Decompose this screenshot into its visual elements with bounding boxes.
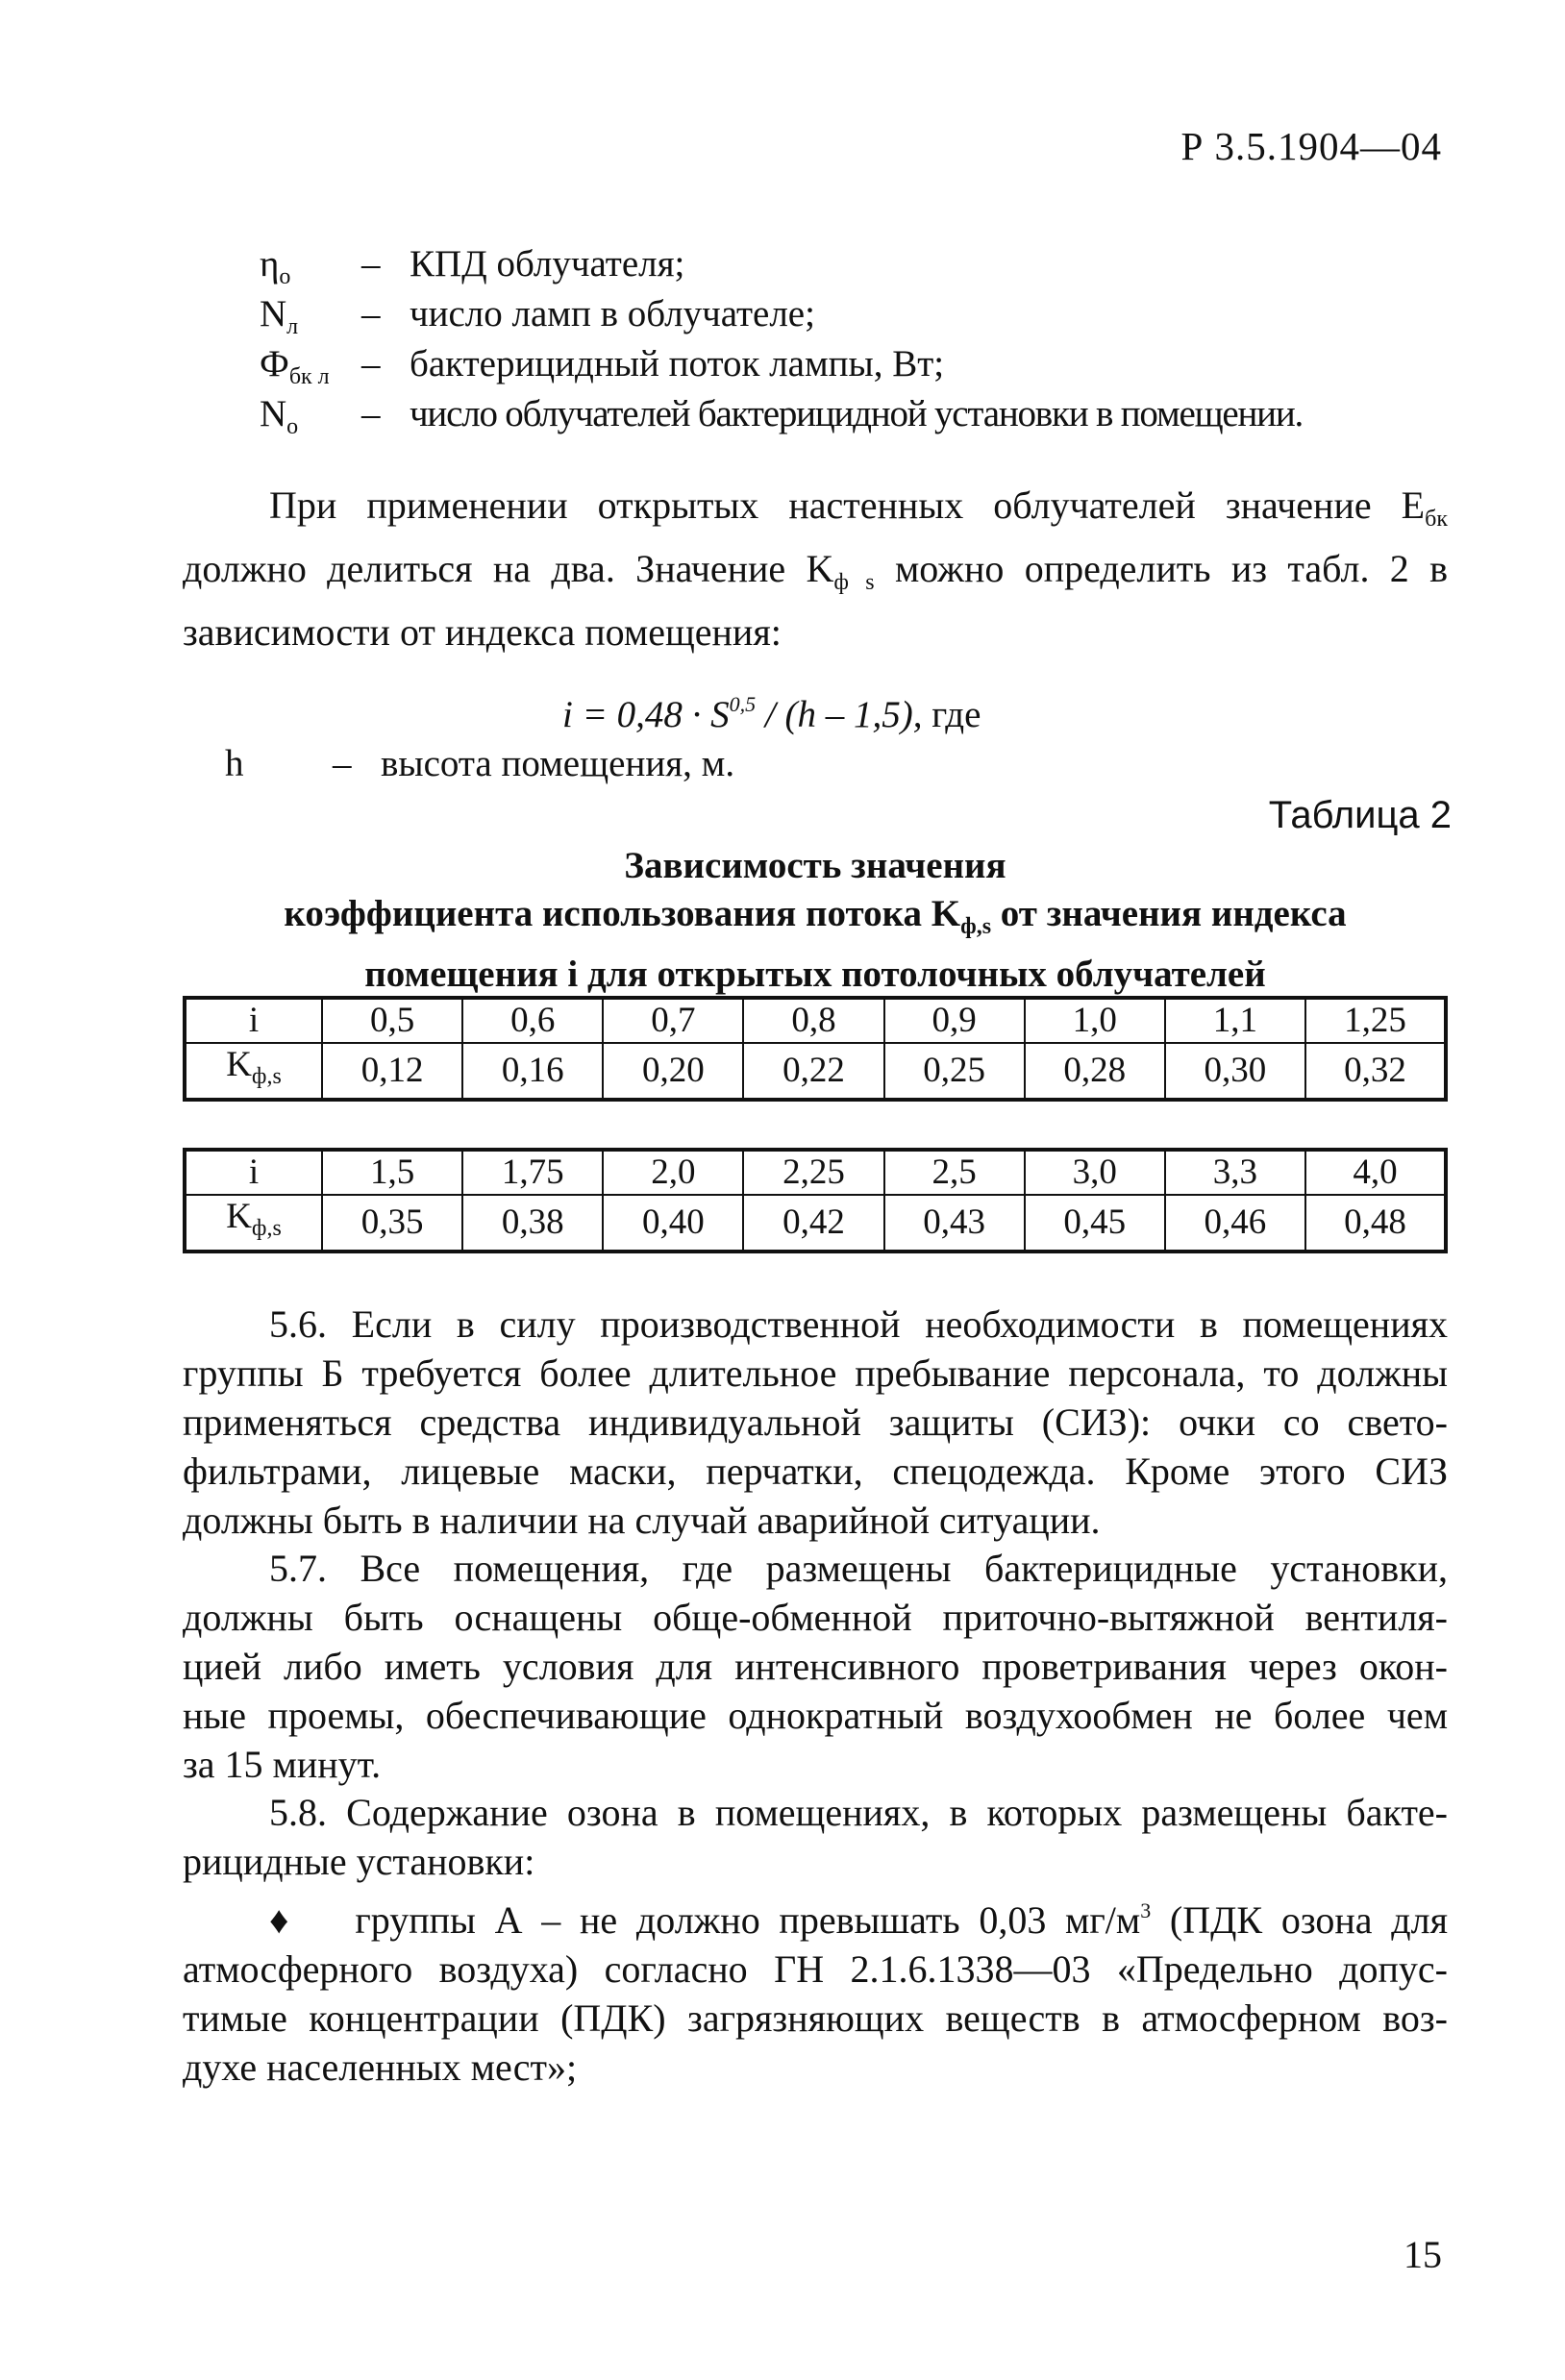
text-line: за 15 минут. (183, 1743, 382, 1786)
definition-row (260, 242, 1461, 292)
table-cell: 0,42 (743, 1195, 883, 1252)
coefficient-table-2 (183, 1148, 1448, 1253)
definition-symbol: $\eta_о$ (260, 243, 291, 289)
definition-dash: – (361, 393, 381, 434)
definition-symbol: $N_о$ (260, 393, 299, 439)
text-line: должно делиться на два. Значение $K_{ф s}$ можно определить из табл. 2 в (183, 547, 1448, 595)
text-line: ♦ группы А – не должно превышать 0,03 $мг/м^3$ (ПДК озона для (269, 1898, 1449, 1942)
table-cell: 2,25 (743, 1150, 883, 1195)
row-header-i: i (185, 1150, 322, 1195)
table-row (185, 1043, 1446, 1100)
table-cell: 0,20 (603, 1043, 743, 1100)
definition-text: КПД облучателя; (410, 243, 685, 285)
table-cell: 0,32 (1305, 1043, 1446, 1100)
text-line: должны быть оснащены обще-обменной приточно-вытяжной вентиля- (183, 1596, 1448, 1639)
text-line: должны быть в наличии на случай аварийной ситуации. (183, 1499, 1101, 1542)
table-cell: 0,35 (322, 1195, 462, 1252)
table-cell: 0,5 (322, 998, 462, 1043)
table-row (185, 1150, 1446, 1195)
text-line: применяться средства индивидуальной защиты (СИЗ): очки со свето- (183, 1401, 1448, 1444)
text-line: атмосферного воздуха) согласно ГН 2.1.6.1338—03 «Предельно допус- (183, 1947, 1448, 1991)
diamond-bullet-icon: ♦ (269, 1898, 299, 1942)
room-index-formula: i = 0,48 · S$^{0,5}$ / (h – 1,5), где (562, 692, 981, 735)
paragraph-5-8 (183, 1788, 1448, 1886)
document-code: Р 3.5.1904—04 (1180, 124, 1442, 168)
table-title: Зависимость значения коэффициента использования потока $K_{ф,s}$ от значения индекса помещения i для открытых потолочных облучателей (284, 845, 1347, 995)
text-line: При применении открытых настенных облучателей значение $E_{бк}$ (269, 483, 1448, 532)
table-row (185, 1195, 1446, 1252)
text-line: группы Б требуется более длительное пребывание персонала, то должны (183, 1351, 1448, 1395)
table-cell: 0,45 (1025, 1195, 1165, 1252)
definition-symbol: $Ф_{бк л}$ (260, 343, 330, 389)
coefficient-table-1 (183, 996, 1448, 1102)
table-cell: 0,6 (462, 998, 603, 1043)
text-line: фильтрами, лицевые маски, перчатки, спецодежда. Кроме этого СИЗ (183, 1450, 1448, 1493)
text-line: рицидные установки: (183, 1840, 535, 1883)
intro-paragraph (183, 481, 1448, 657)
table-cell: 0,48 (1305, 1195, 1446, 1252)
table-cell: 1,0 (1025, 998, 1165, 1043)
table-label: Таблица 2 (1268, 794, 1452, 836)
text-line: цией либо иметь условия для интенсивного проветривания через окон- (183, 1645, 1448, 1688)
definition-dash: – (361, 293, 381, 335)
table-cell: 0,8 (743, 998, 883, 1043)
table-cell: 1,25 (1305, 998, 1446, 1043)
table-cell: 2,5 (884, 1150, 1025, 1195)
definition-dash: – (361, 243, 381, 285)
table-cell: 3,0 (1025, 1150, 1165, 1195)
row-header-k: $K_{ф,s}$ (185, 1195, 322, 1252)
text-line: ные проемы, обеспечивающие однократный воздухообмен не более чем (183, 1694, 1448, 1737)
definition-text: число облучателей бактерицидной установки в помещении. (410, 393, 1304, 434)
definition-text: бактерицидный поток лампы, Вт; (410, 343, 945, 384)
table-cell: 0,16 (462, 1043, 603, 1100)
table-cell: 1,75 (462, 1150, 603, 1195)
height-definition: h – высота помещения, м. (225, 743, 735, 784)
table-cell: 0,28 (1025, 1043, 1165, 1100)
table-row (185, 998, 1446, 1043)
table-cell: 3,3 (1165, 1150, 1305, 1195)
table-cell: 0,22 (743, 1043, 883, 1100)
bullet-group-a (183, 1886, 1448, 2092)
text-line: тимые концентрации (ПДК) загрязняющих веществ в атмосферном воз- (183, 1996, 1448, 2040)
table-cell: 0,25 (884, 1043, 1025, 1100)
definition-text: число ламп в облучателе; (410, 293, 815, 335)
table-cell: 2,0 (603, 1150, 743, 1195)
table-cell: 0,38 (462, 1195, 603, 1252)
table-cell: 0,30 (1165, 1043, 1305, 1100)
table-cell: 0,7 (603, 998, 743, 1043)
variable-definitions (260, 242, 1461, 442)
definition-row (260, 392, 1461, 442)
text-line: 5.6. Если в силу производственной необходимости в помещениях (269, 1302, 1448, 1346)
table-cell: 0,46 (1165, 1195, 1305, 1252)
paragraph-5-7 (183, 1544, 1448, 1789)
text-line: 5.7. Все помещения, где размещены бактерицидные установки, (269, 1547, 1448, 1590)
table-cell: 4,0 (1305, 1150, 1446, 1195)
definition-row (260, 342, 1461, 392)
table-cell: 1,1 (1165, 998, 1305, 1043)
page-number: 15 (1404, 2233, 1442, 2276)
text-line: духе населенных мест»; (183, 2045, 578, 2089)
definition-row (260, 292, 1461, 342)
row-header-k: $K_{ф,s}$ (185, 1043, 322, 1100)
table-cell: 0,9 (884, 998, 1025, 1043)
definition-symbol: $N_л$ (260, 293, 299, 339)
paragraph-5-6 (183, 1300, 1448, 1545)
table-cell: 1,5 (322, 1150, 462, 1195)
table-cell: 0,43 (884, 1195, 1025, 1252)
row-header-i: i (185, 998, 322, 1043)
table-cell: 0,40 (603, 1195, 743, 1252)
definition-dash: – (361, 343, 381, 384)
table-cell: 0,12 (322, 1043, 462, 1100)
text-line: 5.8. Содержание озона в помещениях, в которых размещены бакте- (269, 1791, 1448, 1834)
text-line: зависимости от индекса помещения: (183, 610, 782, 654)
